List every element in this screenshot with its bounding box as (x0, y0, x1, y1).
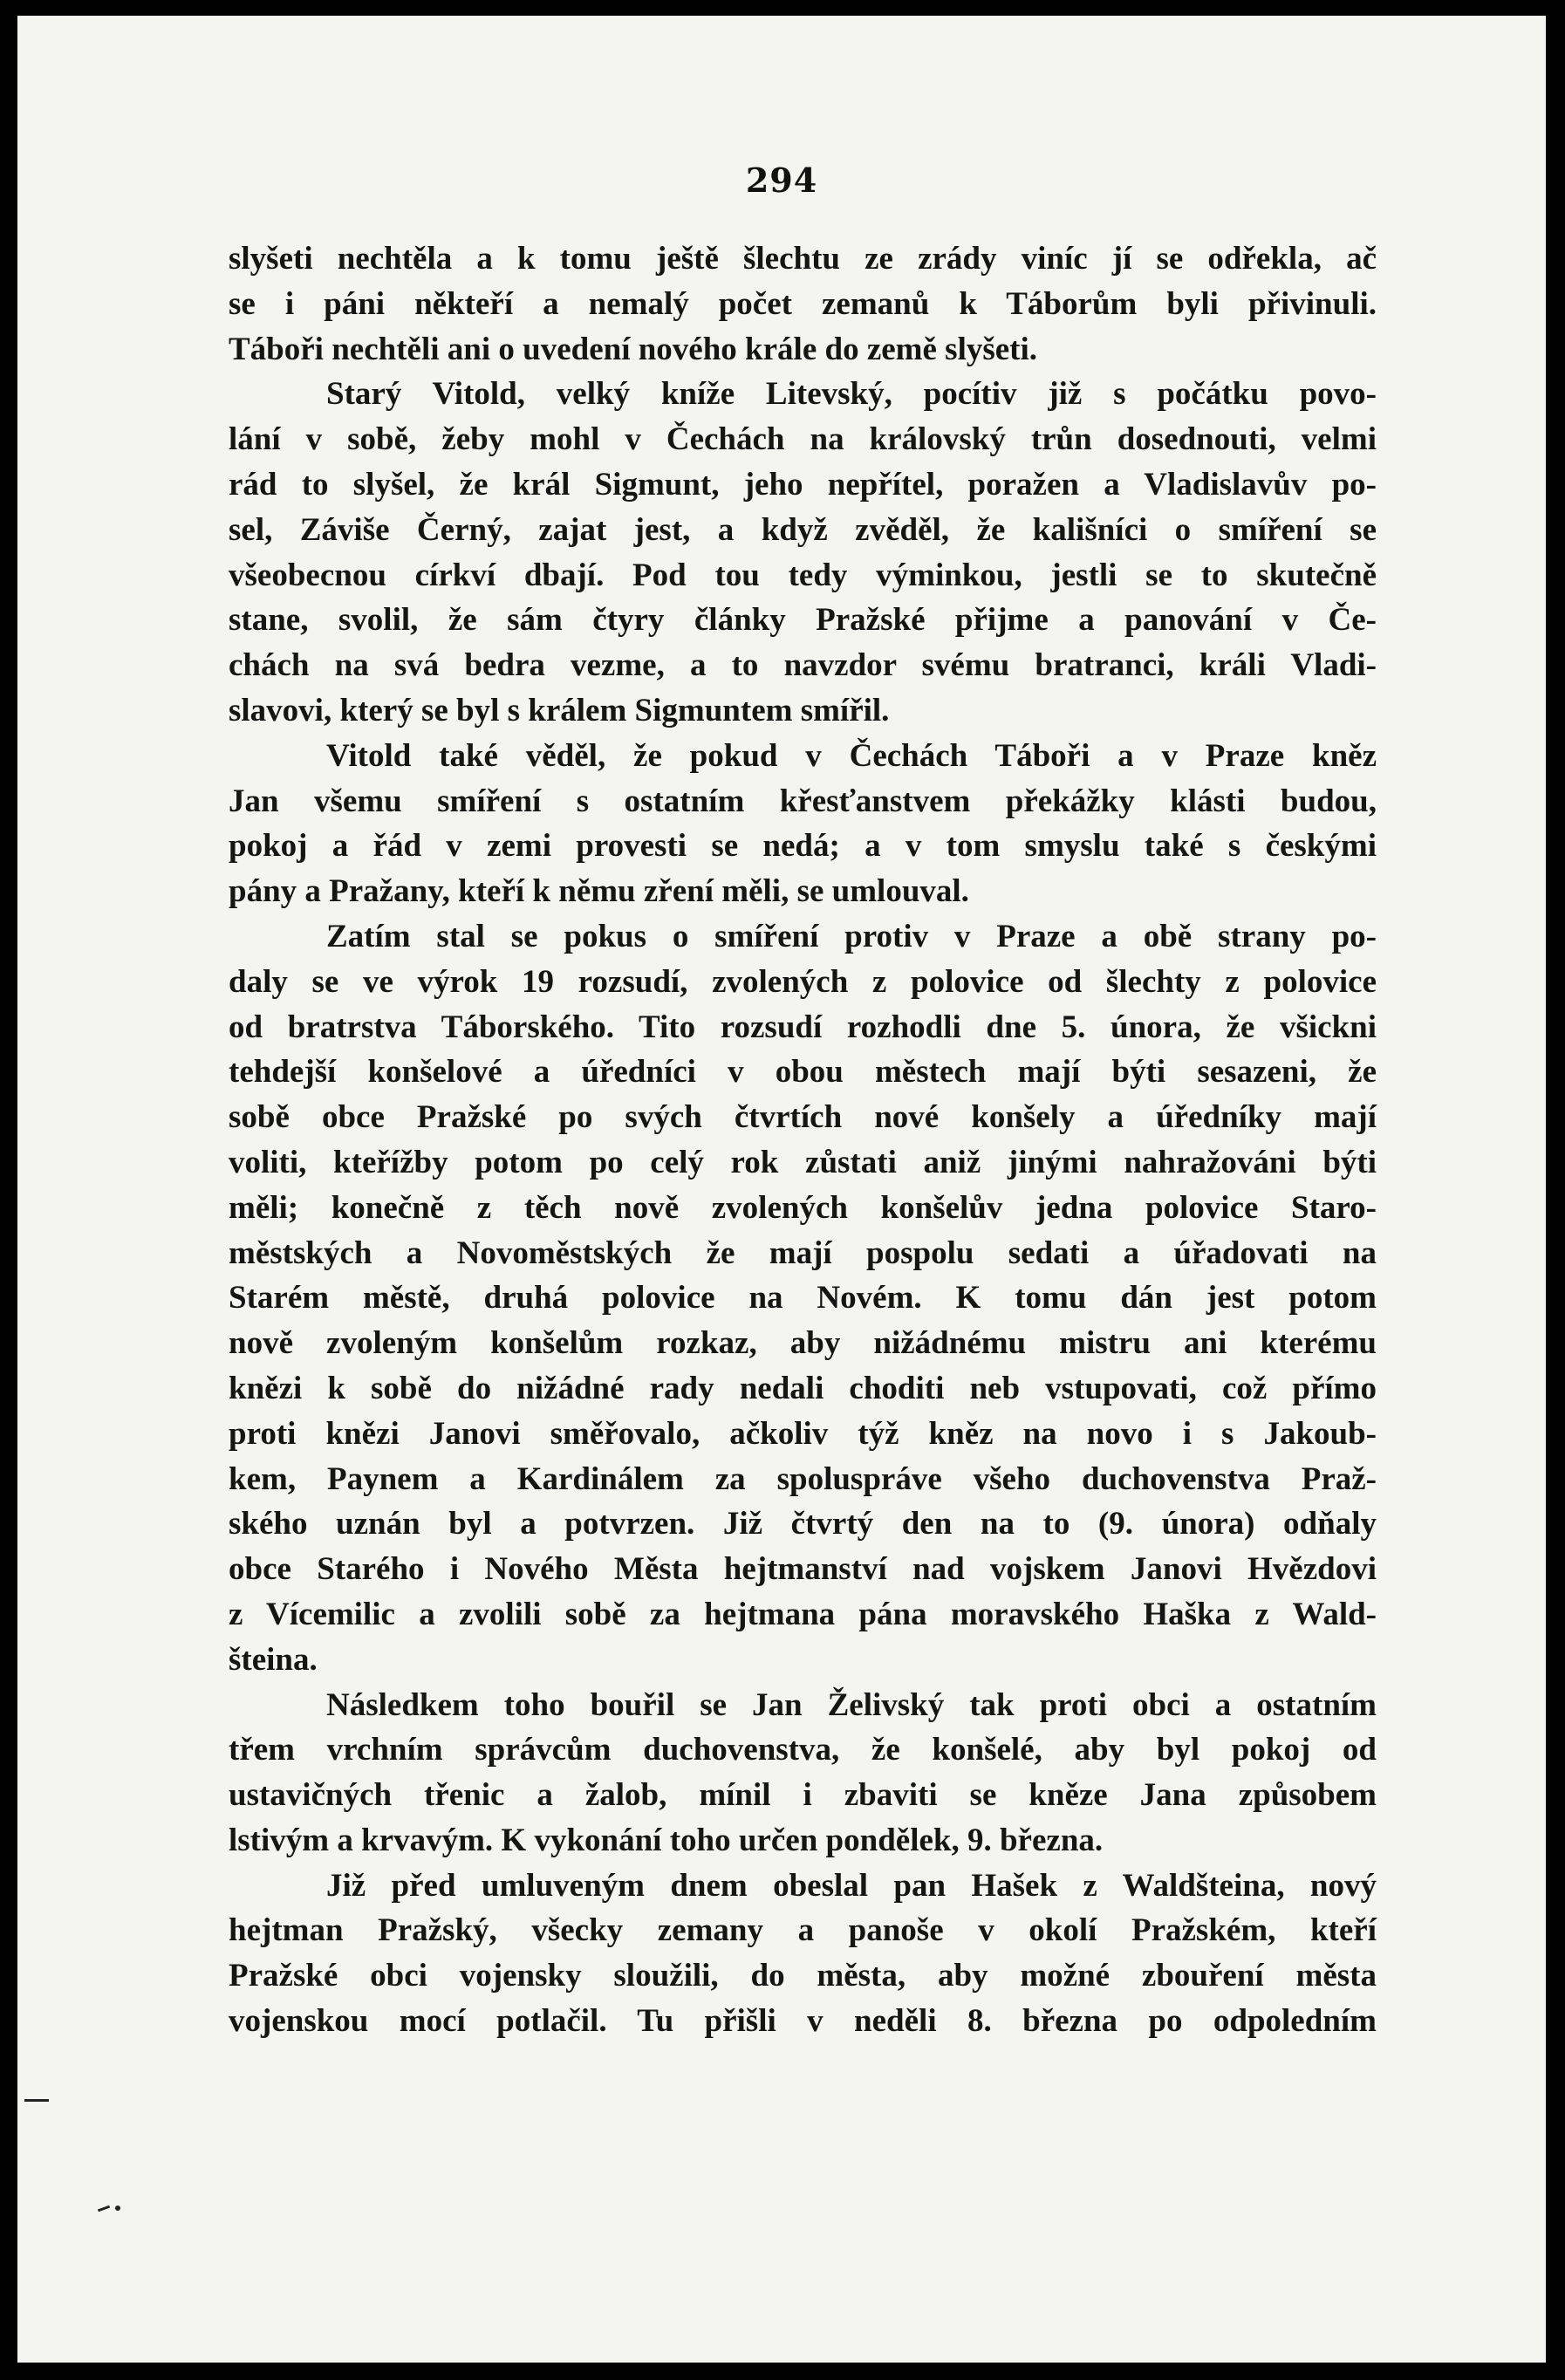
text-line: Starém městě, druhá polovice na Novém. K tomu dán jest potom (229, 1280, 1377, 1317)
text-line: z Vícemilic a zvolili sobě za hejtmana pána moravského Haška z Wald- (229, 1596, 1377, 1632)
body-text (229, 236, 1377, 2044)
text-line: pány a Pražany, kteří k němu zření měli, se umlouval. (229, 873, 969, 910)
text-line: hejtman Pražský, všecky zemany a panoše v okolí Pražském, kteří (229, 1912, 1377, 1949)
text-line: sobě obce Pražské po svých čtvrtích nové konšely a úředníky mají (229, 1099, 1377, 1136)
text-line: Zatím stal se pokus o smíření protiv v Praze a obě strany po- (326, 918, 1377, 954)
text-line: kem, Paynem a Kardinálem za spoluspráve všeho duchovenstva Praž- (229, 1460, 1377, 1497)
text-line: ského uznán byl a potvrzen. Již čtvrtý den na to (9. února) odňaly (229, 1506, 1377, 1542)
text-line: slavovi, který se byl s králem Sigmuntem smířil. (229, 692, 890, 728)
text-line: šteina. (229, 1641, 318, 1678)
scan-speck (24, 2099, 49, 2102)
text-line: pokoj a řád v zemi provesti se nedá; a v tom smyslu také s českými (229, 828, 1377, 865)
text-line: tehdejší konšelové a úředníci v obou městech mají býti sesazeni, že (229, 1054, 1377, 1091)
text-line: voliti, kteřížby potom po celý rok zůstati aniž jinými nahražováni býti (229, 1144, 1377, 1180)
text-line: lání v sobě, žeby mohl v Čechách na královský trůn dosednouti, velmi (229, 421, 1377, 458)
text-line: Starý Vitold, velký kníže Litevský, pocítiv již s počátku povo- (326, 376, 1377, 413)
scan-speck (98, 2206, 110, 2212)
text-line: slyšeti nechtěla a k tomu ještě šlechtu ze zrády viníc jí se odřekla, ač (229, 241, 1377, 277)
scanned-page (17, 16, 1546, 2363)
text-line: Jan všemu smíření s ostatním křesťanstvem překážky klásti budou, (229, 783, 1377, 819)
page-number: 294 (745, 161, 818, 200)
text-line: daly se ve výrok 19 rozsudí, zvolených z polovice od šlechty z polovice (229, 963, 1377, 1000)
text-line: sel, Záviše Černý, zajat jest, a když zvěděl, že kališníci o smíření se (229, 511, 1377, 548)
text-line: rád to slyšel, že král Sigmunt, jeho nepřítel, poražen a Vladislavův po- (229, 466, 1377, 503)
text-line: Vitold také věděl, že pokud v Čechách Táboři a v Praze kněz (326, 737, 1377, 774)
scan-speck (115, 2206, 120, 2211)
text-line: třem vrchním správcům duchovenstva, že konšelé, aby byl pokoj od (229, 1732, 1377, 1768)
text-line: nově zvoleným konšelům rozkaz, aby nižádnému mistru ani kterému (229, 1325, 1377, 1362)
text-line: knězi k sobě do nižádné rady nedali choditi neb vstupovati, což přímo (229, 1370, 1377, 1406)
text-line: obce Starého i Nového Města hejtmanství nad vojskem Janovi Hvězdovi (229, 1551, 1377, 1588)
text-line: Následkem toho bouřil se Jan Želivský tak proti obci a ostatním (326, 1686, 1377, 1723)
text-line: všeobecnou církví dbají. Pod tou tedy výminkou, jestli se to skutečně (229, 557, 1377, 593)
text-line: chách na svá bedra vezme, a to navzdor svému bratranci, králi Vladi- (229, 647, 1377, 684)
text-line: městských a Novoměstských že mají pospolu sedati a úřadovati na (229, 1234, 1377, 1271)
text-line: vojenskou mocí potlačil. Tu přišli v neděli 8. března po odpoledním (229, 2003, 1377, 2040)
text-line: od bratrstva Táborského. Tito rozsudí rozhodli dne 5. února, že všickni (229, 1009, 1377, 1045)
text-line: ustavičných třenic a žalob, mínil i zbaviti se kněze Jana způsobem (229, 1777, 1377, 1814)
text-line: lstivým a krvavým. K vykonání toho určen pondělek, 9. března. (229, 1822, 1104, 1858)
text-line: se i páni někteří a nemalý počet zemanů k Táborům byli přivinuli. (229, 285, 1377, 322)
text-line: proti knězi Janovi směřovalo, ačkoliv týž kněz na novo i s Jakoub- (229, 1415, 1377, 1452)
text-line: stane, svolil, že sám čtyry články Pražské přijme a panování v Če- (229, 602, 1377, 639)
text-line: měli; konečně z těch nově zvolených konšelův jedna polovice Staro- (229, 1189, 1377, 1226)
text-line: Již před umluveným dnem obeslal pan Hašek z Waldšteina, nový (326, 1867, 1377, 1904)
text-line: Táboři nechtěli ani o uvedení nového krále do země slyšeti. (229, 331, 1038, 367)
text-line: Pražské obci vojensky sloužili, do města, aby možné zbouření města (229, 1958, 1377, 1994)
